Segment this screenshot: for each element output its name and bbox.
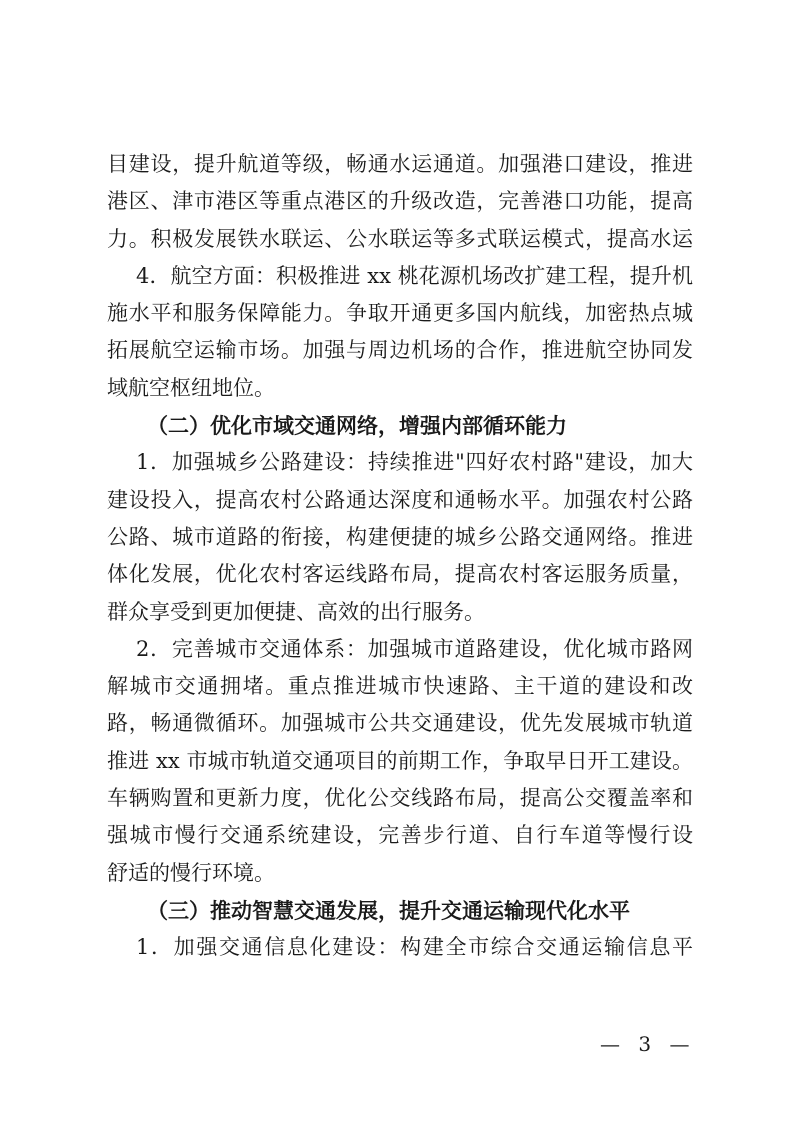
text-line: 公路、城市道路的衔接，构建便捷的城乡公路交通网络。推进 <box>107 524 693 549</box>
text-line: 路，畅通微循环。加强城市公共交通建设，优先发展城市轨道 <box>107 711 693 736</box>
text-line: 力。积极发展铁水联运、公水联运等多式联运模式，提高水运 <box>107 226 693 251</box>
text-line: 舒适的慢行环境。 <box>107 860 275 885</box>
section-heading: （三）推动智慧交通发展，提升交通运输现代化水平 <box>147 897 630 923</box>
text-line: 港区、津市港区等重点港区的升级改造，完善港口功能，提高 <box>107 189 693 214</box>
text-line: 车辆购置和更新力度，优化公交线路布局，提高公交覆盖率和 <box>107 786 693 811</box>
text-line: 4．航空方面：积极推进 xx 桃花源机场改扩建工程，提升机 <box>136 263 693 288</box>
text-line: 目建设，提升航道等级，畅通水运通道。加强港口建设，推进 <box>107 152 693 176</box>
text-line: 拓展航空运输市场。加强与周边机场的合作，推进航空协同发 <box>107 338 693 363</box>
text-line: 施水平和服务保障能力。争取开通更多国内航线，加密热点城 <box>107 301 693 326</box>
section-heading: （二）优化市域交通网络，增强内部循环能力 <box>147 413 567 439</box>
text-line: 解城市交通拥堵。重点推进城市快速路、主干道的建设和改 <box>107 674 693 699</box>
page-number: — 3 — <box>600 1032 696 1056</box>
text-line: 体化发展，优化农村客运线路布局，提高农村客运服务质量， <box>107 562 693 587</box>
text-line: 推进 xx 市城市轨道交通项目的前期工作，争取早日开工建设。 <box>107 748 693 773</box>
document-body <box>107 146 693 967</box>
text-line: 域航空枢纽地位。 <box>107 375 275 400</box>
text-line: 2．完善城市交通体系：加强城市道路建设，优化城市路网 <box>136 636 693 661</box>
text-line: 1．加强交通信息化建设：构建全市综合交通运输信息平 <box>136 935 693 960</box>
text-line: 群众享受到更加便捷、高效的出行服务。 <box>107 599 485 624</box>
text-line: 1．加强城乡公路建设：持续推进"四好农村路"建设，加大 <box>136 450 693 475</box>
text-line: 强城市慢行交通系统建设，完善步行道、自行车道等慢行设 <box>107 823 693 848</box>
text-line: 建设投入，提高农村公路通达深度和通畅水平。加强农村公路 <box>107 487 693 512</box>
